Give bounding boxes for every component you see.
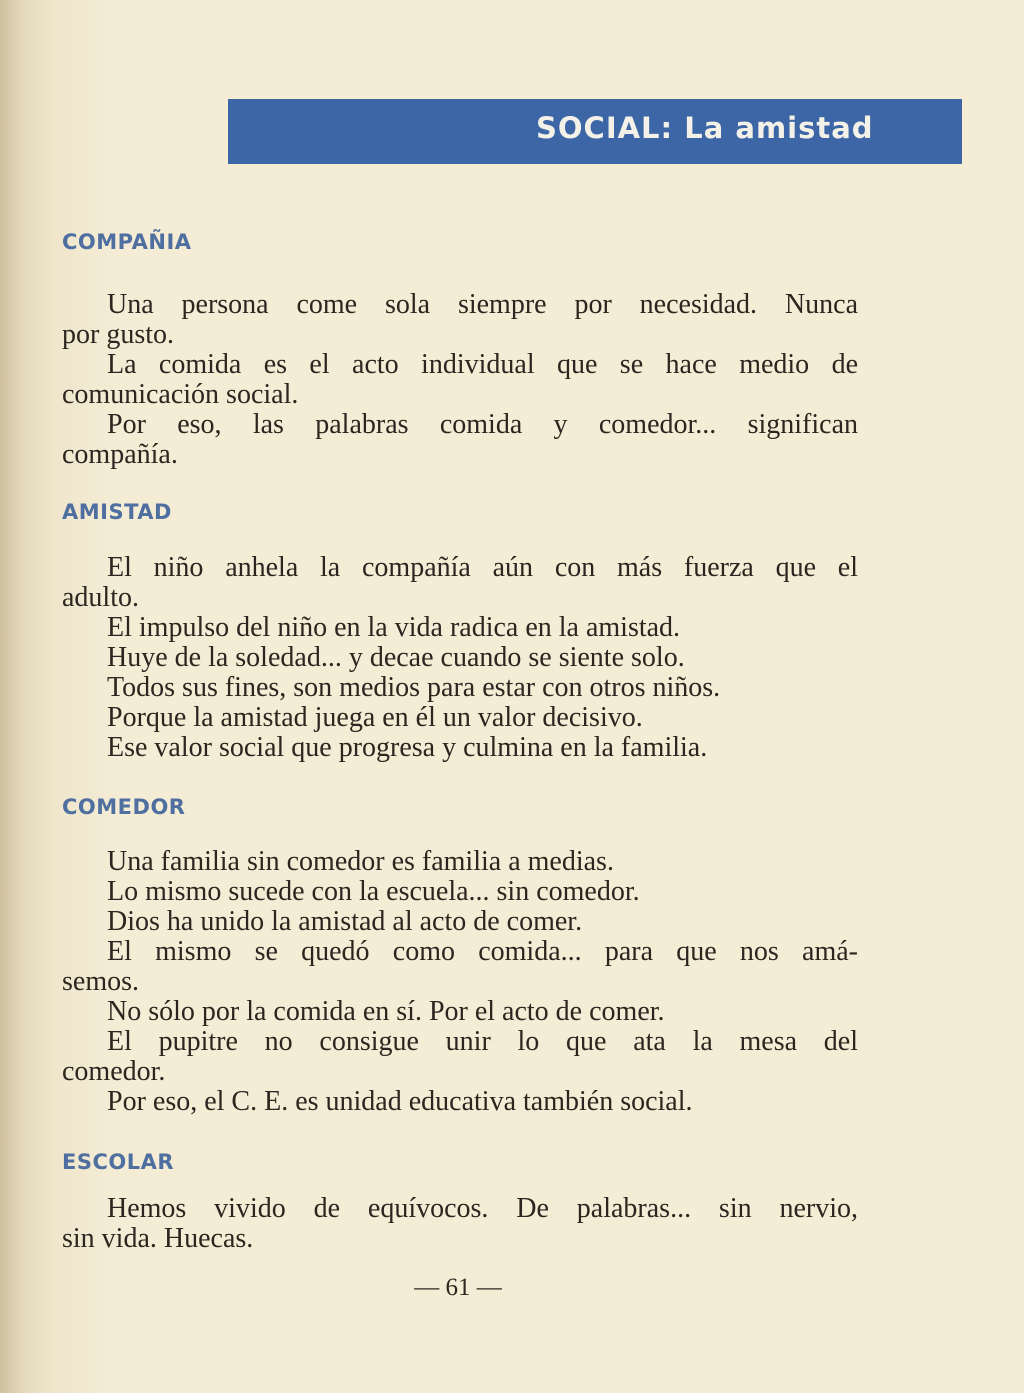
text-line: Huye de la soledad... y decae cuando se siente solo. xyxy=(107,642,685,673)
text-line: La comida es el acto individual que se hace medio de xyxy=(107,349,858,380)
text-line: Por eso, el C. E. es unidad educativa también social. xyxy=(107,1086,693,1117)
text-line: Ese valor social que progresa y culmina en la familia. xyxy=(107,732,708,763)
section-body-compania xyxy=(62,290,858,470)
section-heading-amistad: AMISTAD xyxy=(62,500,172,524)
text-line: Porque la amistad juega en él un valor decisivo. xyxy=(107,702,643,733)
text-line: comunicación social. xyxy=(62,379,299,410)
section-body-escolar xyxy=(62,1194,858,1254)
text-line: Todos sus fines, son medios para estar con otros niños. xyxy=(107,672,721,703)
text-line: sin vida. Huecas. xyxy=(62,1223,254,1254)
section-heading-escolar: ESCOLAR xyxy=(62,1150,175,1174)
text-line: Lo mismo sucede con la escuela... sin comedor. xyxy=(107,876,640,907)
header-title: SOCIAL: La amistad xyxy=(536,111,874,145)
text-line: Una persona come sola siempre por necesidad. Nunca xyxy=(107,289,858,320)
section-heading-compania: COMPAÑIA xyxy=(62,230,192,254)
text-line: comedor. xyxy=(62,1056,166,1087)
text-line: Por eso, las palabras comida y comedor... significan xyxy=(107,409,858,440)
section-body-comedor xyxy=(62,847,858,1117)
text-line: Hemos vivido de equívocos. De palabras... sin nervio, xyxy=(107,1193,858,1224)
text-line: compañía. xyxy=(62,439,178,470)
text-line: por gusto. xyxy=(62,319,174,350)
section-heading-comedor: COMEDOR xyxy=(62,795,186,819)
text-line: No sólo por la comida en sí. Por el acto de comer. xyxy=(107,996,665,1027)
text-line: semos. xyxy=(62,966,139,997)
section-body-amistad xyxy=(62,553,858,763)
text-line: El pupitre no consigue unir lo que ata la mesa del xyxy=(107,1026,858,1057)
text-line: El impulso del niño en la vida radica en la amistad. xyxy=(107,612,681,643)
text-line: El mismo se quedó como comida... para que nos amá- xyxy=(107,936,858,967)
text-line: Una familia sin comedor es familia a medias. xyxy=(107,846,614,877)
text-line: El niño anhela la compañía aún con más fuerza que el xyxy=(107,552,858,583)
text-line: adulto. xyxy=(62,582,139,613)
page-number: — 61 — xyxy=(414,1274,502,1301)
text-line: Dios ha unido la amistad al acto de comer. xyxy=(107,906,583,937)
